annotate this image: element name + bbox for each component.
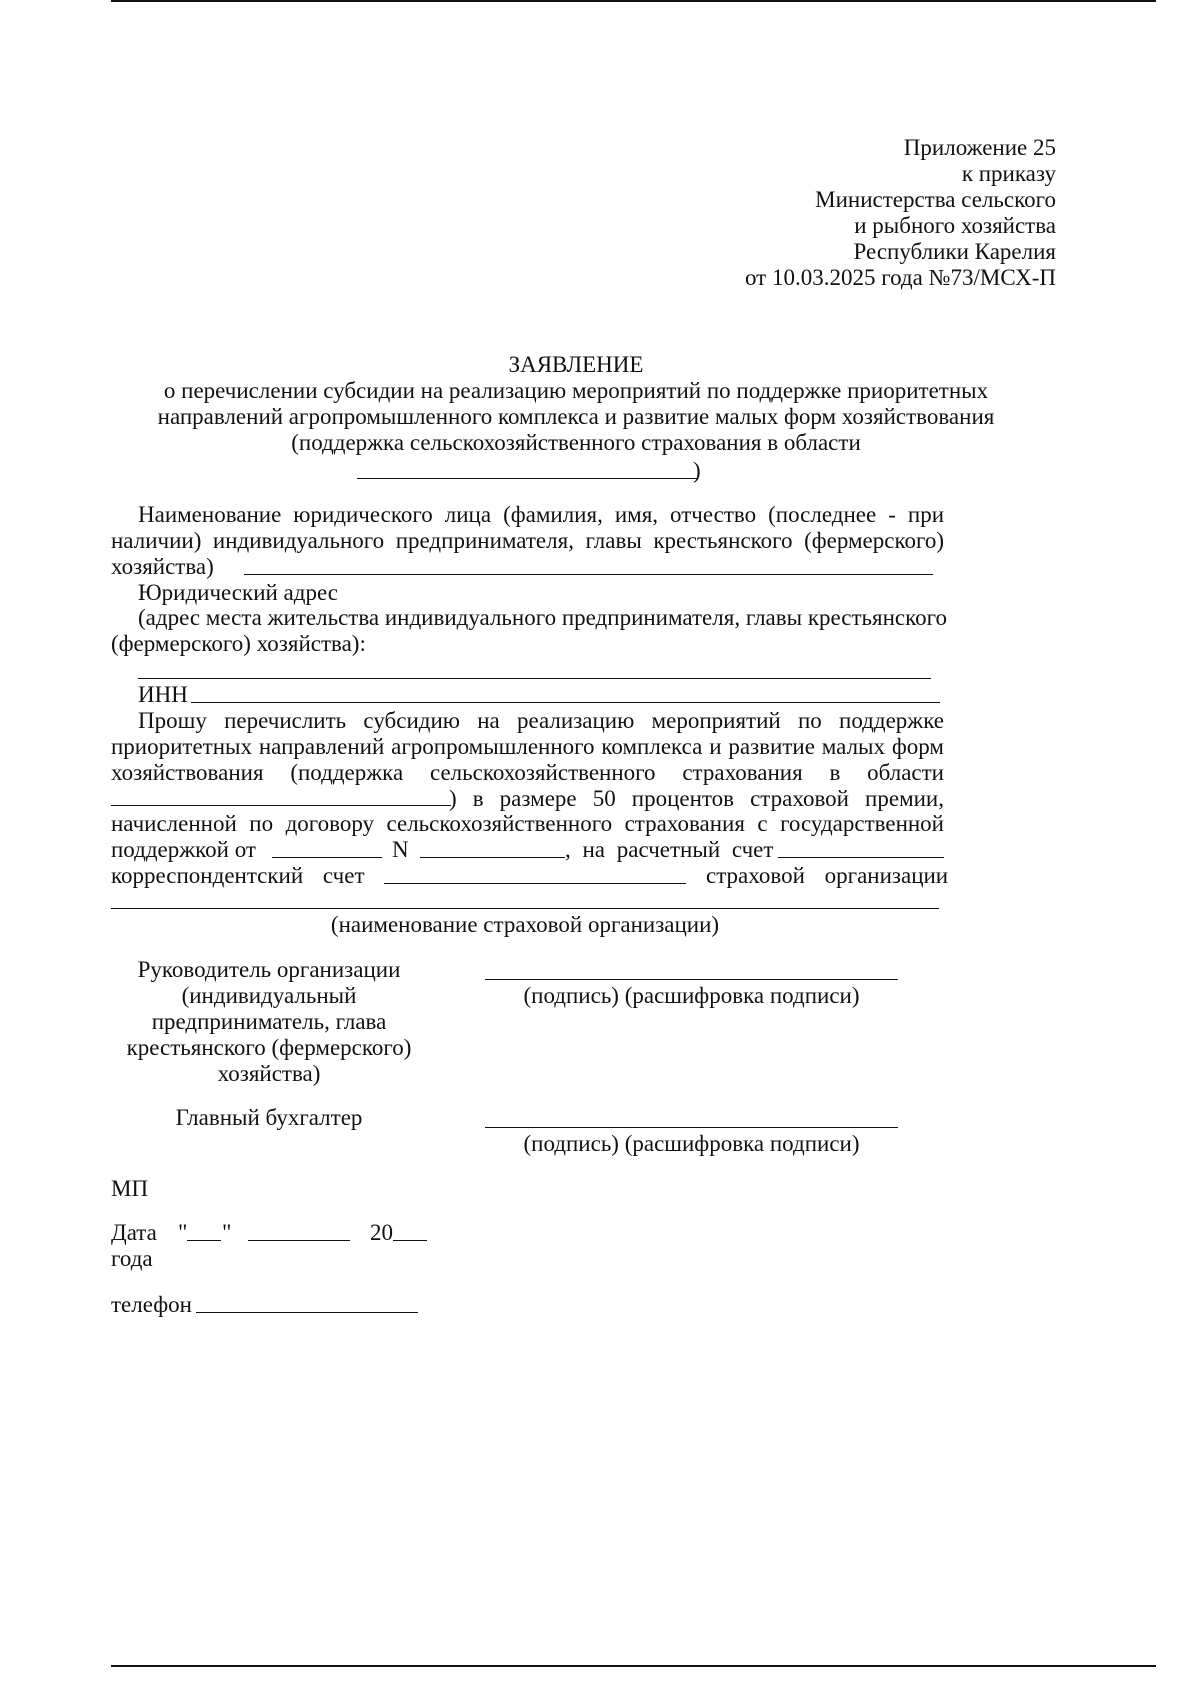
name-blank-line xyxy=(244,574,933,575)
head-line: хозяйства) xyxy=(217,1061,321,1086)
contract-date-blank xyxy=(272,857,382,858)
accountant-signature-line xyxy=(485,1127,898,1128)
contract-number-blank xyxy=(420,857,565,858)
request-line-6 xyxy=(111,836,944,864)
region-blank-line xyxy=(357,478,697,479)
date-year-word: года xyxy=(111,1246,153,1271)
phone-blank xyxy=(196,1312,418,1313)
head-line: Руководитель организации xyxy=(137,957,401,982)
title-block xyxy=(111,352,1041,456)
header-line: Министерства сельского xyxy=(815,187,1056,212)
head-signature-line xyxy=(485,979,898,980)
insurer-caption: (наименование страховой организации) xyxy=(330,912,720,937)
insurer-name-blank xyxy=(111,908,939,909)
corr-account-label: корреспондентский счет xyxy=(111,863,365,888)
title-sub-line: о перечислении субсидии на реализацию мероприятий по поддержке приоритетных xyxy=(163,378,989,403)
header-line: от 10.03.2025 года №73/МСХ-П xyxy=(744,265,1056,290)
contract-number-label: N xyxy=(392,837,409,862)
region-blank-line-2 xyxy=(111,805,451,806)
name-line-1: Наименование юридического лица (фамилия, имя, отчество (последнее - при xyxy=(138,502,944,527)
title-sub-line: направлений агропромышленного комплекса и развитие малых форм хозяйствования xyxy=(157,404,995,429)
request-line-2: приоритетных направлений агропромышленного комплекса и развитие малых форм xyxy=(111,734,944,759)
insurer-label: страховой организации xyxy=(706,863,949,888)
date-month-blank xyxy=(248,1240,350,1241)
stamp-label: МП xyxy=(111,1176,149,1201)
request-line-5: начисленной по договору сельскохозяйственного страхования с государственной xyxy=(111,811,944,836)
head-line: крестьянского (фермерского) xyxy=(126,1035,412,1060)
header-line: Приложение 25 xyxy=(903,135,1056,160)
date-day-blank xyxy=(187,1240,221,1241)
date-quote-open: " xyxy=(178,1220,188,1245)
address-blank-line xyxy=(138,678,931,679)
header-line: Республики Карелия xyxy=(853,239,1056,264)
bottom-rule xyxy=(111,1665,1156,1667)
title-sub-line: (поддержка сельскохозяйственного страхования в области xyxy=(291,430,861,455)
corr-account-blank xyxy=(384,883,686,884)
inn-blank-line xyxy=(191,702,940,703)
header-block xyxy=(745,135,1056,291)
address-note-2: (фермерского) хозяйства): xyxy=(111,631,366,656)
request-line-3: хозяйствования (поддержка сельскохозяйственного страхования в области xyxy=(111,760,944,785)
date-year-prefix: 20 xyxy=(370,1220,393,1245)
name-line-3: хозяйства) xyxy=(111,554,214,579)
head-line: предприниматель, глава xyxy=(151,1009,387,1034)
region-blank-close: ) xyxy=(693,458,701,483)
top-rule xyxy=(111,0,1156,2)
address-label: Юридический адрес xyxy=(138,580,338,605)
request-line-1: Прошу перечислить субсидию на реализацию мероприятий по поддержке xyxy=(138,708,944,733)
phone-label: телефон xyxy=(111,1292,192,1317)
head-line: (индивидуальный xyxy=(181,983,357,1008)
date-quote-close: " xyxy=(222,1220,232,1245)
accountant-signature-caption: (подпись) (расшифровка подписи) xyxy=(523,1131,860,1156)
header-line: и рыбного хозяйства xyxy=(854,213,1056,238)
account-label: , на расчетный счет xyxy=(565,837,774,862)
date-year-blank xyxy=(393,1240,427,1241)
account-blank xyxy=(778,857,944,858)
address-note-1: (адрес места жительства индивидуального предпринимателя, главы крестьянского xyxy=(138,605,947,630)
date-label: Дата xyxy=(111,1220,157,1245)
head-signatory xyxy=(111,957,427,1087)
inn-label: ИНН xyxy=(138,682,188,707)
header-line: к приказу xyxy=(961,161,1056,186)
contract-date-label: поддержкой от xyxy=(111,837,256,862)
accountant-label: Главный бухгалтер xyxy=(175,1105,363,1130)
request-line-4: ) в размере 50 процентов страховой премии, xyxy=(449,786,944,811)
name-line-2: наличии) индивидуального предпринимателя, главы крестьянского (фермерского) xyxy=(111,528,944,553)
head-signature-caption: (подпись) (расшифровка подписи) xyxy=(523,983,860,1008)
page-title: ЗАЯВЛЕНИЕ xyxy=(508,352,644,377)
